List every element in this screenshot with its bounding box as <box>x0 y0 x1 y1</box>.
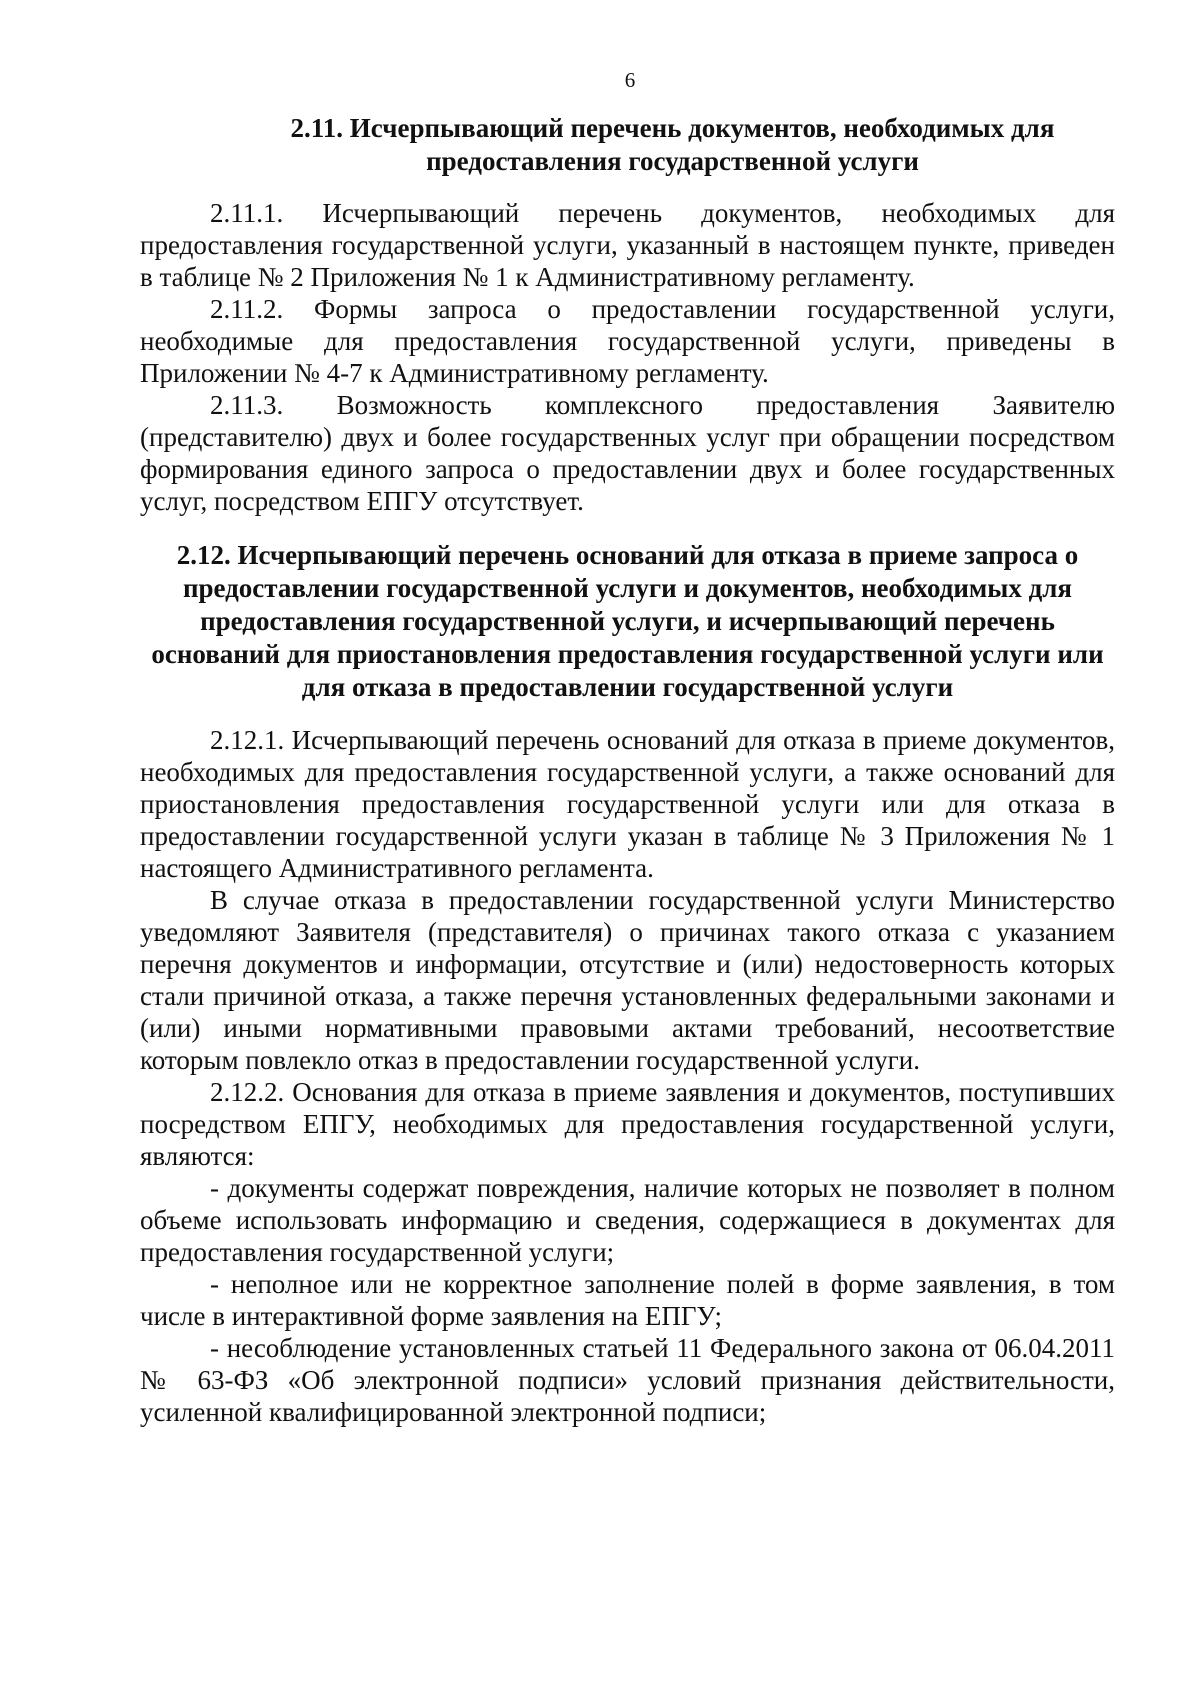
list-item-damaged-documents: - документы содержат повреждения, наличие которых не позволяет в полном объеме использовать информацию и сведения, содержащиеся в документах для предоставления государственной услуги; <box>140 1173 1115 1267</box>
paragraph-2-11-3: 2.11.3. Возможность комплексного предоставления Заявителю (представителю) двух и более государственных услуг при обращении посредством формирования единого запроса о предоставлении двух и более государственных услуг, посредством ЕПГУ отсутствует. <box>140 390 1115 516</box>
list-item-signature-conditions: - несоблюдение установленных статьей 11 Федерального закона от 06.04.2011 № 63-ФЗ «Об электронной подписи» условий признания действительности, усиленной квалифицированной электронной подписи; <box>140 1333 1115 1427</box>
paragraph-2-11-2: 2.11.2. Формы запроса о предоставлении государственной услуги, необходимые для предоставления государственной услуги, приведены в Приложении № 4-7 к Административному регламенту. <box>140 294 1115 388</box>
list-item-incomplete-form: - неполное или не корректное заполнение полей в форме заявления, в том числе в интерактивной форме заявления на ЕПГУ; <box>140 1269 1115 1331</box>
page-number: 6 <box>624 68 636 92</box>
paragraph-2-12-1: 2.12.1. Исчерпывающий перечень оснований для отказа в приеме документов, необходимых для предоставления государственной услуги, а также оснований для приостановления предоставления государственной услуги или для отказа в предоставлении государственной услуги указан в таблице № 3 Приложения № 1 настоящего Административного регламента. <box>140 725 1115 883</box>
paragraph-2-11-1: 2.11.1. Исчерпывающий перечень документов, необходимых для предоставления государственной услуги, указанный в настоящем пункте, приведен в таблице № 2 Приложения № 1 к Административному регламенту. <box>140 198 1115 292</box>
section-2-12-heading: 2.12. Исчерпывающий перечень оснований для отказа в приеме запроса о предоставлении государственной услуги и документов, необходимых для предоставления государственной услуги, и исчерпывающий перечень оснований для приостановления предоставления государственной услуги или для отказа в предоставлении государственной услуги <box>151 540 1104 702</box>
section-2-11-heading: 2.11. Исчерпывающий перечень документов, необходимых для предоставления государственной услуги <box>290 113 1055 176</box>
document-body <box>140 112 1115 1428</box>
paragraph-2-12-2: 2.12.2. Основания для отказа в приеме заявления и документов, поступивших посредством ЕПГУ, необходимых для предоставления государственной услуги, являются: <box>140 1077 1115 1171</box>
paragraph-refusal-notice: В случае отказа в предоставлении государственной услуги Министерство уведомляют Заявителя (представителя) о причинах такого отказа с указанием перечня документов и информации, отсутствие и (или) недостоверность которых стали причиной отказа, а также перечня установленных федеральными законами и (или) иными нормативными правовыми актами требований, несоответствие которым повлекло отказ в предоставлении государственной услуги. <box>140 885 1115 1075</box>
